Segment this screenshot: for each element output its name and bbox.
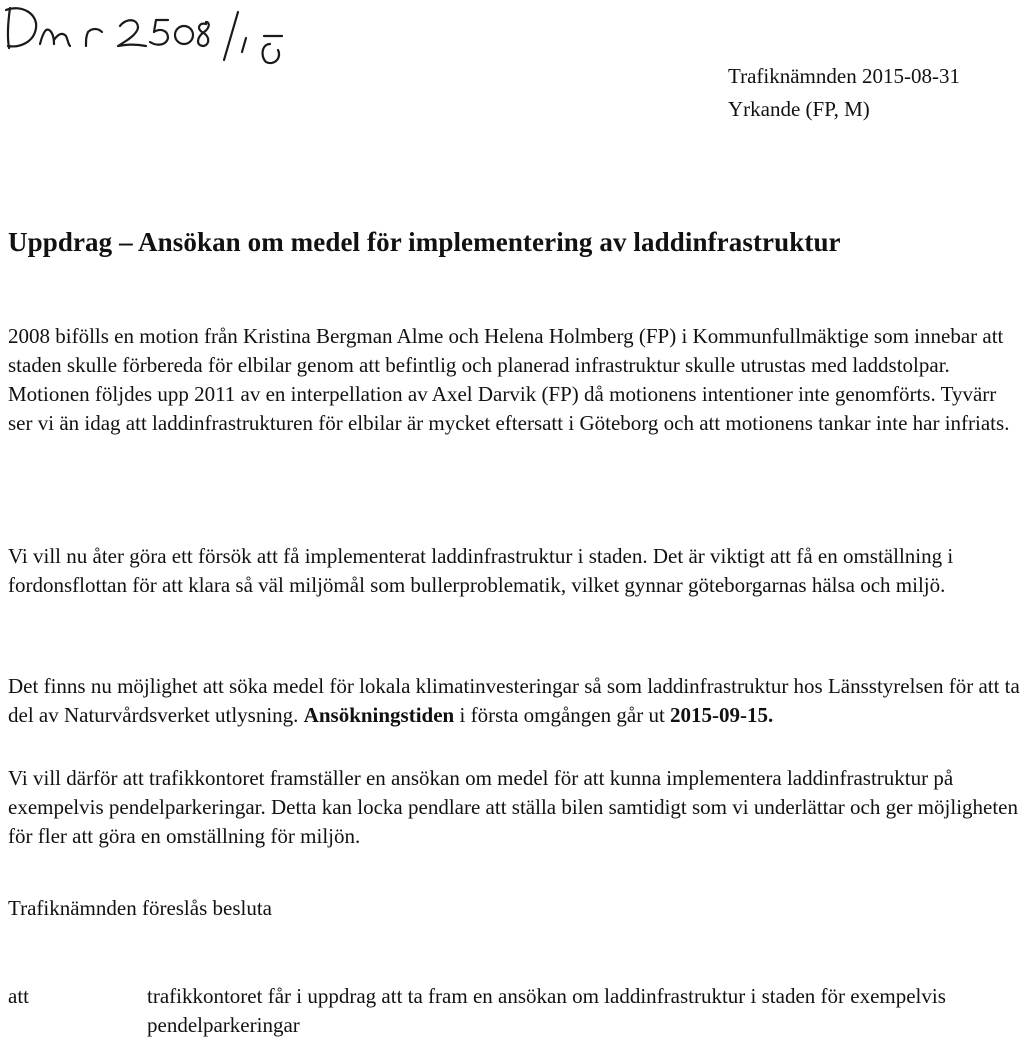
paragraph-goal: Vi vill nu åter göra ett försök att få implementerat laddinfrastruktur i staden. Det är viktigt att få en omställning i fordonsflottan för att klara så väl miljömål som bullerproblematik, vilket gynnar göteborgarnas hälsa och miljö. bbox=[8, 544, 954, 597]
decision-text: trafikkontoret får i uppdrag att ta fram en ansökan om laddinfrastruktur i staden för exempelvis pendelparkeringar bbox=[147, 984, 946, 1037]
paragraph-funding bbox=[8, 672, 1020, 730]
meeting-date-line: Trafiknämnden 2015-08-31 bbox=[728, 64, 960, 88]
funding-text-2: i första omgången går ut bbox=[454, 703, 671, 727]
paragraph-background: 2008 bifölls en motion från Kristina Bergman Alme och Helena Holmberg (FP) i Kommunfullmäktige som innebar att staden skulle förbereda för elbilar genom att befintlig och planerad infrastruktur skulle utrustas med laddstolpar. Motionen följdes upp 2011 av en interpellation av Axel Darvik (FP) då motionens intentioner inte genomförts. Tyvärr ser vi än idag att laddinfrastrukturen för elbilar är mycket eftersatt i Göteborg och att motionens tankar inte har infriats. bbox=[8, 324, 1010, 435]
proposal-intro: Trafiknämnden föreslås besluta bbox=[8, 896, 272, 920]
motion-type-line: Yrkande (FP, M) bbox=[728, 97, 870, 121]
header-meta bbox=[728, 60, 960, 126]
paragraph-request: Vi vill därför att trafikkontoret framställer en ansökan om medel för att kunna implementera laddinfrastruktur på exempelvis pendelparkeringar. Detta kan locka pendlare att ställa bilen samtidigt som vi underlättar och ger möjligheten för fler att göra en omställning för miljön. bbox=[8, 766, 1018, 848]
document-title: Uppdrag – Ansökan om medel för implementering av laddinfrastruktur bbox=[8, 227, 841, 257]
decision-label: att bbox=[8, 984, 29, 1008]
funding-text-1: Det finns nu möjlighet att söka medel för lokala klimatinvesteringar så som laddinfrastruktur hos Länsstyrelsen för att ta del av Naturvårdsverket utlysning. bbox=[8, 674, 1020, 727]
handwritten-registration-note bbox=[0, 0, 360, 80]
application-period-label: Ansökningstiden bbox=[303, 703, 455, 727]
application-deadline: 2015-09-15. bbox=[670, 703, 774, 727]
